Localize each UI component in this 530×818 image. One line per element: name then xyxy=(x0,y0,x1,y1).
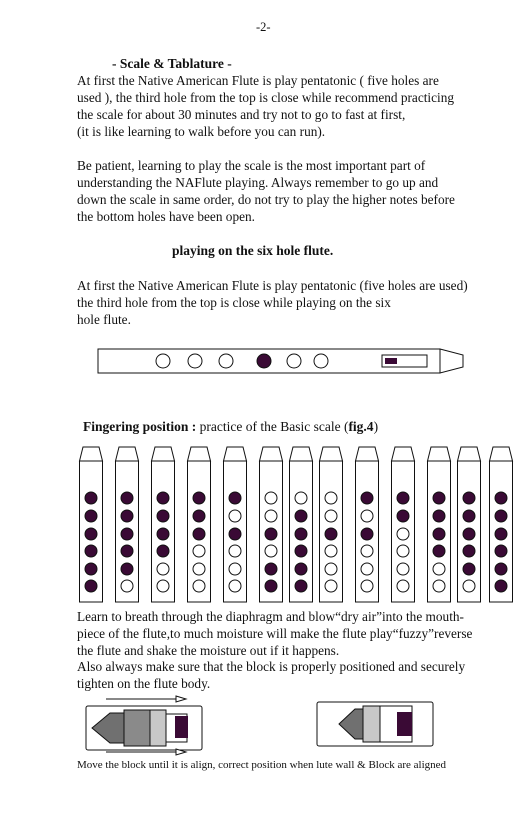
fingering-column xyxy=(290,447,313,602)
column-cap xyxy=(116,447,139,461)
closed-hole xyxy=(295,510,307,522)
closed-hole xyxy=(397,492,409,504)
closed-hole xyxy=(463,528,475,540)
block-alignment-figure-aligned xyxy=(317,702,433,746)
column-cap xyxy=(290,447,313,461)
closed-hole xyxy=(495,580,507,592)
fingering-label-bold: Fingering position : xyxy=(83,419,197,434)
fingering-label-close: ) xyxy=(373,419,379,434)
text-line: the scale for about 30 minutes and try not to go to fast at first, xyxy=(77,107,406,122)
open-hole xyxy=(156,354,170,368)
closed-hole xyxy=(361,528,373,540)
open-hole xyxy=(193,580,205,592)
open-hole xyxy=(295,492,307,504)
text-line: Also always make sure that the block is properly positioned and securely xyxy=(77,659,466,674)
column-cap xyxy=(188,447,211,461)
closed-hole xyxy=(121,545,133,557)
paragraph-breath xyxy=(77,608,472,659)
column-cap xyxy=(320,447,343,461)
fingering-column xyxy=(392,447,415,602)
text-line: At first the Native American Flute is play pentatonic ( five holes are xyxy=(77,73,439,88)
open-hole xyxy=(157,563,169,575)
closed-hole xyxy=(121,528,133,540)
closed-hole xyxy=(295,528,307,540)
open-hole xyxy=(265,510,277,522)
column-cap xyxy=(458,447,481,461)
text-line: (it is like learning to walk before you can run). xyxy=(77,124,326,139)
open-hole xyxy=(433,580,445,592)
open-hole xyxy=(325,510,337,522)
closed-hole xyxy=(463,545,475,557)
block-alignment-figure-misaligned xyxy=(86,696,202,755)
open-hole xyxy=(361,580,373,592)
text-line: hole flute. xyxy=(77,312,131,327)
closed-hole xyxy=(85,580,97,592)
text-line: understanding the NAFlute playing. Always remember to go up and xyxy=(77,175,439,190)
open-hole xyxy=(361,510,373,522)
fingering-column xyxy=(260,447,283,602)
column-cap xyxy=(152,447,175,461)
open-hole xyxy=(361,545,373,557)
open-hole xyxy=(397,580,409,592)
fingering-label xyxy=(83,419,378,435)
open-hole xyxy=(193,545,205,557)
flute-illustration xyxy=(98,349,463,373)
column-cap xyxy=(428,447,451,461)
text-line: At first the Native American Flute is play pentatonic (five holes are used) xyxy=(77,278,468,293)
column-cap xyxy=(490,447,513,461)
closed-hole xyxy=(229,492,241,504)
fingering-chart xyxy=(80,447,513,602)
closed-hole xyxy=(229,528,241,540)
fingering-label-fig: fig.4 xyxy=(348,419,374,434)
fingering-column xyxy=(80,447,103,602)
page-number: -2- xyxy=(256,20,271,34)
open-hole xyxy=(325,563,337,575)
closed-hole xyxy=(85,563,97,575)
open-hole xyxy=(325,492,337,504)
text-line: tighten on the flute body. xyxy=(77,676,211,691)
closed-hole xyxy=(193,528,205,540)
closed-hole xyxy=(85,545,97,557)
text-line: the third hole from the top is close while playing on the six xyxy=(77,295,391,310)
closed-hole xyxy=(295,563,307,575)
closed-hole xyxy=(433,510,445,522)
open-hole xyxy=(433,563,445,575)
text-line: down the scale in same order, do not try to play the higher notes before xyxy=(77,192,455,207)
closed-hole xyxy=(433,492,445,504)
open-hole xyxy=(157,580,169,592)
open-hole xyxy=(229,510,241,522)
text-line: the flute and shake the moisture out if it happens. xyxy=(77,643,340,658)
closed-hole xyxy=(463,492,475,504)
closed-hole xyxy=(157,545,169,557)
open-hole xyxy=(397,528,409,540)
open-hole xyxy=(397,563,409,575)
closed-hole xyxy=(495,545,507,557)
column-cap xyxy=(356,447,379,461)
open-hole xyxy=(361,563,373,575)
closed-hole xyxy=(433,545,445,557)
closed-hole xyxy=(265,580,277,592)
closed-hole xyxy=(433,528,445,540)
closed-hole xyxy=(295,545,307,557)
closed-hole xyxy=(463,510,475,522)
fingering-column xyxy=(188,447,211,602)
block-caption: Move the block until it is align, correct position when lute wall & Block are aligned xyxy=(77,759,447,771)
closed-hole xyxy=(121,563,133,575)
open-hole xyxy=(325,580,337,592)
closed-hole xyxy=(463,563,475,575)
closed-hole xyxy=(121,492,133,504)
fingering-column xyxy=(458,447,481,602)
fingering-column xyxy=(356,447,379,602)
closed-hole xyxy=(495,563,507,575)
closed-hole xyxy=(193,510,205,522)
open-hole xyxy=(229,563,241,575)
fingering-column xyxy=(224,447,247,602)
closed-hole xyxy=(495,492,507,504)
open-hole xyxy=(229,580,241,592)
open-hole xyxy=(219,354,233,368)
flute-block-insert xyxy=(385,358,397,364)
column-cap xyxy=(80,447,103,461)
closed-hole xyxy=(85,510,97,522)
open-hole xyxy=(229,545,241,557)
closed-hole xyxy=(157,528,169,540)
fingering-column xyxy=(428,447,451,602)
closed-hole xyxy=(295,580,307,592)
fingering-column xyxy=(152,447,175,602)
text-line: the bottom holes have been open. xyxy=(77,209,255,224)
open-hole xyxy=(325,545,337,557)
closed-hole xyxy=(257,354,271,368)
open-hole xyxy=(287,354,301,368)
open-hole xyxy=(314,354,328,368)
open-hole xyxy=(397,545,409,557)
closed-hole xyxy=(397,510,409,522)
fingering-column xyxy=(116,447,139,602)
closed-hole xyxy=(85,492,97,504)
fingering-column xyxy=(320,447,343,602)
text-line: piece of the flute,to much moisture will make the flute play“fuzzy”reverse xyxy=(77,626,473,641)
six-hole-heading: playing on the six hole flute. xyxy=(172,243,334,258)
open-hole xyxy=(188,354,202,368)
column-cap xyxy=(260,447,283,461)
open-hole xyxy=(265,545,277,557)
text-line: Be patient, learning to play the scale is the most important part of xyxy=(77,158,426,173)
open-hole xyxy=(193,563,205,575)
text-line: used ), the third hole from the top is close while recommend practicing xyxy=(77,90,455,105)
closed-hole xyxy=(325,528,337,540)
closed-hole xyxy=(265,528,277,540)
open-hole xyxy=(265,492,277,504)
open-hole xyxy=(121,580,133,592)
fingering-label-text: practice of the Basic scale ( xyxy=(196,419,349,434)
closed-hole xyxy=(121,510,133,522)
column-cap xyxy=(224,447,247,461)
closed-hole xyxy=(361,492,373,504)
section-title: - Scale & Tablature - xyxy=(112,56,232,71)
paragraph-block xyxy=(77,658,465,692)
closed-hole xyxy=(85,528,97,540)
closed-hole xyxy=(157,510,169,522)
text-line: Learn to breath through the diaphragm and blow“dry air”into the mouth- xyxy=(77,609,464,624)
fingering-column xyxy=(490,447,513,602)
closed-hole xyxy=(157,492,169,504)
open-hole xyxy=(463,580,475,592)
closed-hole xyxy=(495,510,507,522)
closed-hole xyxy=(265,563,277,575)
column-cap xyxy=(392,447,415,461)
closed-hole xyxy=(495,528,507,540)
closed-hole xyxy=(193,492,205,504)
